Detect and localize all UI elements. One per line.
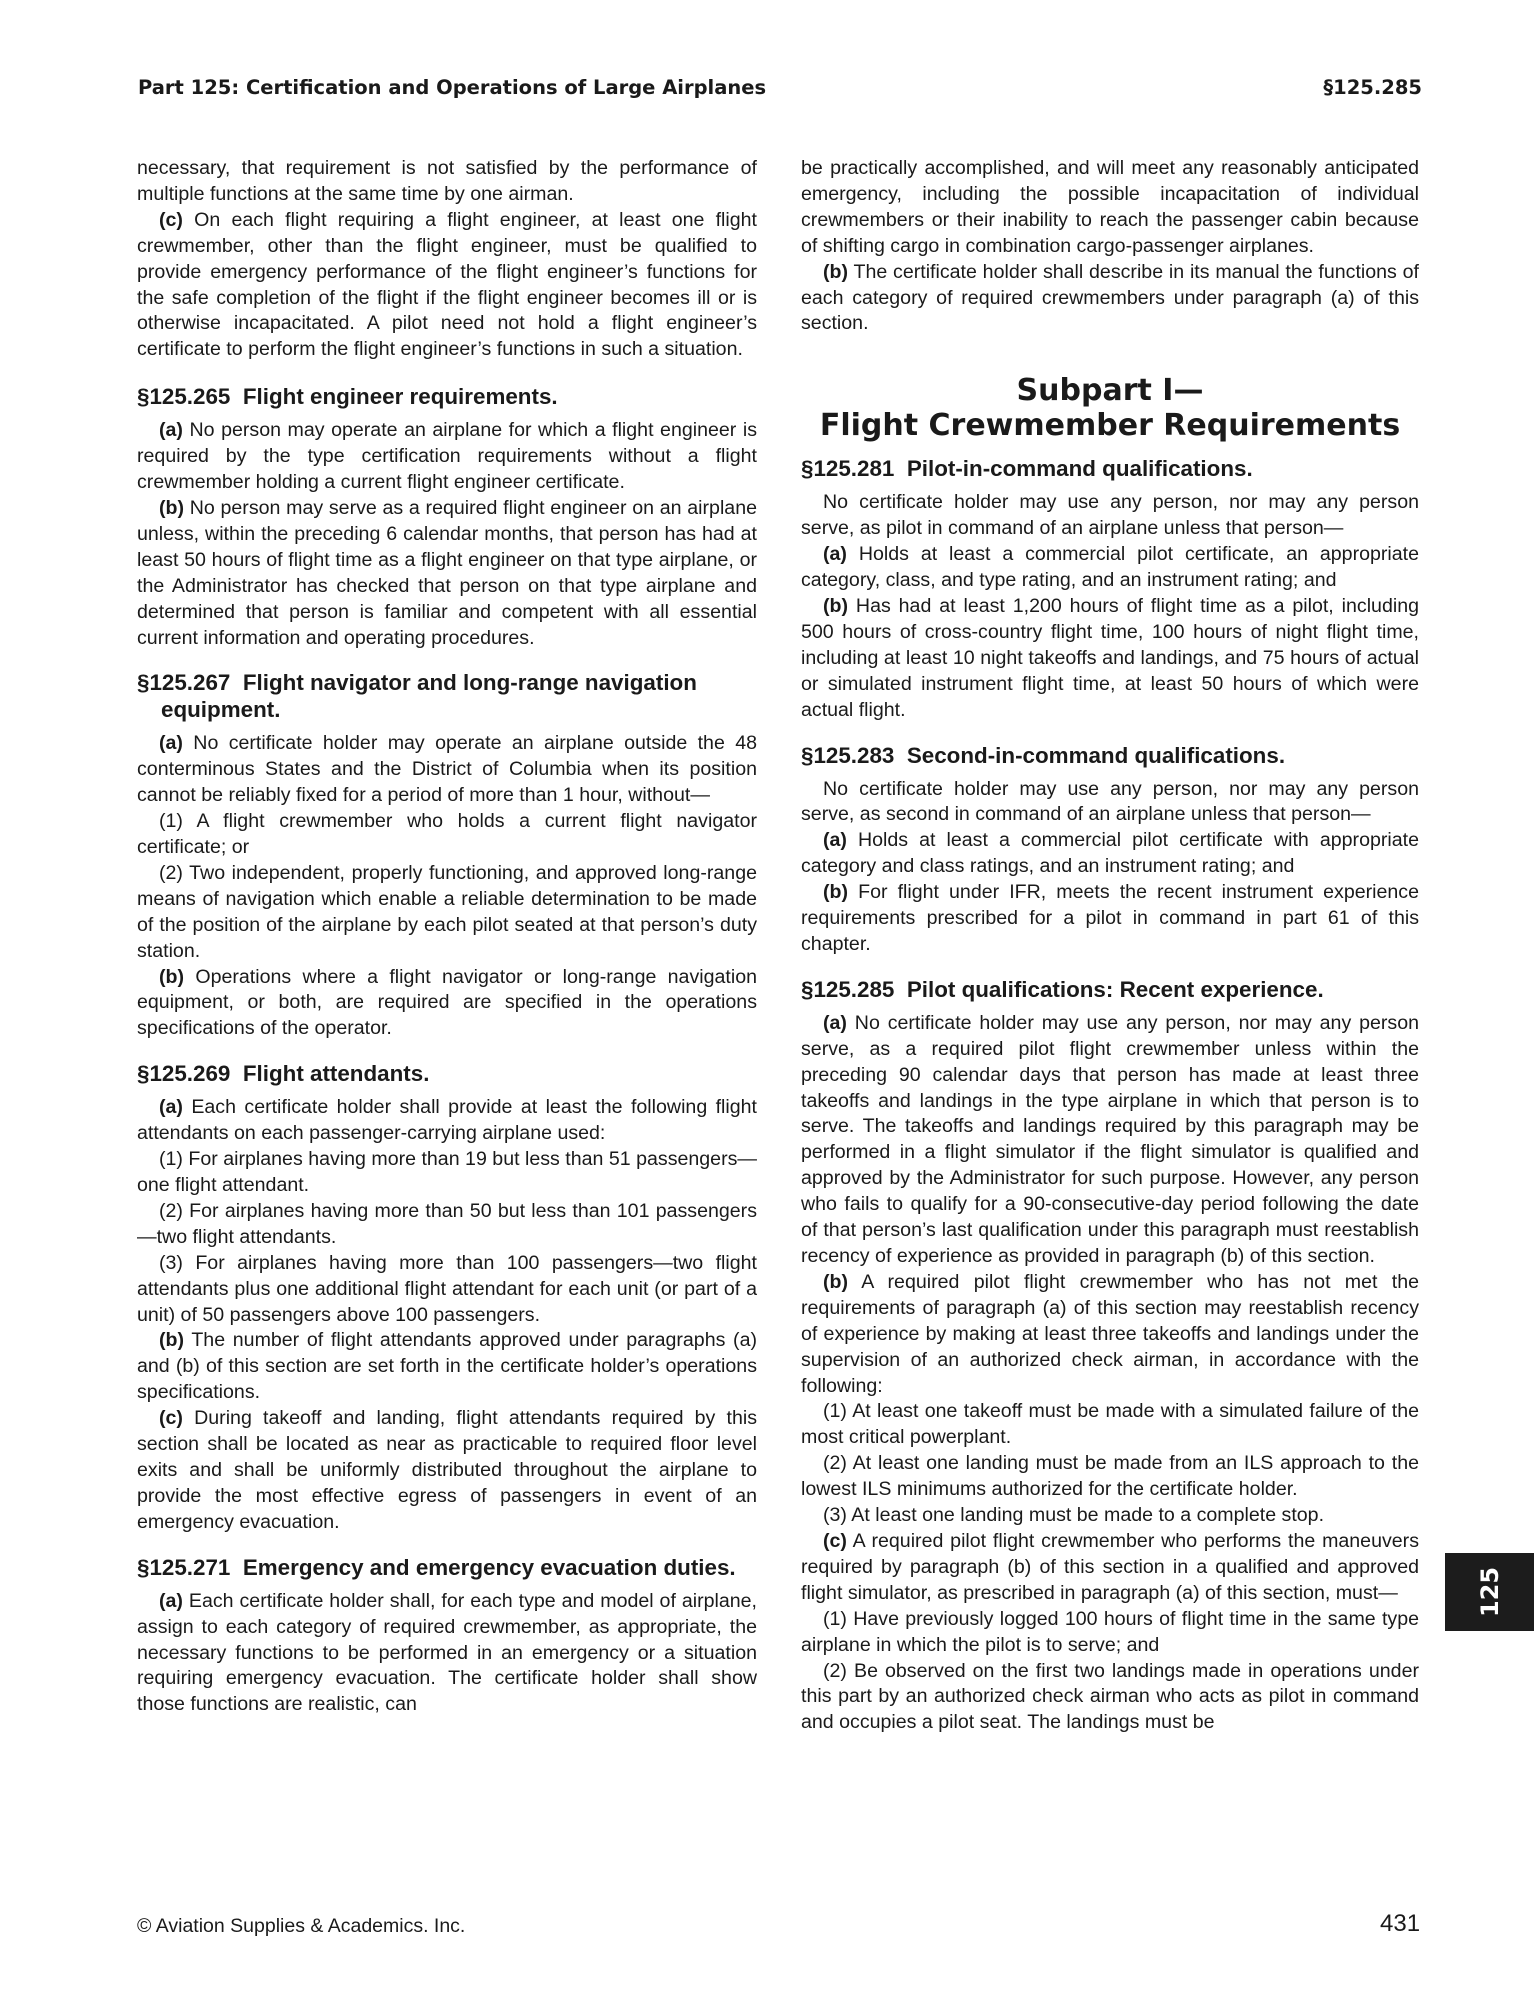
paragraph [801,880,1419,958]
paragraph-text: A required pilot flight crewmember who has not met the requirements of paragraph (a) of this section may reestablish recency of experience by making at least three takeoffs and landings under the supervision of an authorized check airman, in accordance with the following: [801,1270,1419,1397]
paragraph: (1) At least one takeoff must be made with a simulated failure of the most critical powerplant. [801,1400,1419,1449]
paragraph-label: (b) [159,965,185,988]
paragraph-label: (a) [823,829,847,852]
section-number: §125.281 [801,456,895,482]
paragraph-text: Has had at least 1,200 hours of flight time as a pilot, including 500 hours of cross-country flight time, 100 hours of night flight time, including at least 10 night takeoffs and landings, and 75 hours of actual or simulated instrument flight time, at least 50 hours of which were actual flight. [801,594,1419,721]
paragraph-label: (b) [823,881,849,904]
section-heading-125-271 [137,1554,757,1581]
section-title: Second-in-command qualifications. [906,742,1286,768]
footer-copyright: © Aviation Supplies & Academics. Inc. [137,1915,466,1937]
section-heading-125-267 [137,669,757,723]
paragraph: (1) Have previously logged 100 hours of flight time in the same type airplane in which the pilot is to serve; and [801,1607,1419,1656]
paragraph-text: The number of flight attendants approved under paragraphs (a) and (b) of this section are set forth in the certificate holder’s operations specifications. [137,1329,757,1404]
section-number: §125.267 [137,670,231,696]
section-title: Flight navigator and long-range navigation equipment. [161,670,697,723]
paragraph-text: During takeoff and landing, flight attendants required by this section shall be located as near as practicable to required floor level exits and shall be uniformly distributed throughout the airplane to provide the most effective egress of passengers in event of an emergency evacuation. [137,1407,757,1533]
section-title: Emergency and emergency evacuation duties. [242,1554,736,1580]
paragraph [137,1095,757,1147]
paragraph [137,965,757,1043]
left-column [137,156,757,1718]
paragraph: (2) For airplanes having more than 50 but less than 101 passengers—two flight attendants. [137,1199,757,1248]
paragraph: (2) Be observed on the first two landings made in operations under this part by an authorized check airman who acts as pilot in command and occupies a pilot seat. The landings must be [801,1659,1419,1734]
running-head [138,76,1422,104]
paragraph-text: Holds at least a commercial pilot certificate, an appropriate category, class, and type rating, and an instrument rating; and [801,543,1419,592]
paragraph-label: (c) [823,1529,847,1552]
paragraph-label: (b) [823,594,849,617]
right-column [801,156,1419,1736]
paragraph [801,1011,1419,1270]
subpart-line-2: Flight Crewmember Requirements [819,408,1401,444]
header-section-ref: §125.285 [1323,76,1422,99]
paragraph [137,496,757,651]
paragraph-text: On each flight requiring a flight engineer, at least one flight crewmember, other than the flight engineer, must be qualified to provide emergency performance of the flight engineer’s functions for the safe completion of the flight if the flight engineer becomes ill or is otherwise incapacitated. A pilot need not hold a flight engineer’s certificate to perform the flight engineer’s functions in such a situation. [137,208,757,361]
paragraph-text: No certificate holder may operate an airplane outside the 48 conterminous States and the District of Columbia when its position cannot be reliably fixed for a period of more than 1 hour, without— [137,732,757,807]
paragraph [801,1529,1419,1607]
paragraph: No certificate holder may use any person, nor may any person serve, as pilot in command of an airplane unless that person— [801,491,1419,540]
paragraph-label: (c) [159,1407,183,1430]
section-number: §125.269 [137,1061,231,1087]
paragraph-text: Holds at least a commercial pilot certificate with appropriate category and class ratings, and an instrument rating; and [801,829,1419,878]
section-heading-125-281 [801,455,1419,482]
paragraph-label: (a) [159,1096,183,1119]
paragraph: (1) For airplanes having more than 19 but less than 51 passengers—one flight attendant. [137,1148,757,1196]
paragraph: be practically accomplished, and will meet any reasonably anticipated emergency, including the possible incapacitation of individual crewmembers or their inability to reach the passenger cabin because of shifting cargo in combination cargo-passenger airplanes. [801,157,1419,257]
paragraph [801,594,1419,724]
paragraph-label: (b) [823,260,849,283]
paragraph [137,418,757,496]
paragraph: (2) At least one landing must be made from an ILS approach to the lowest ILS minimums authorized for the certificate holder. [801,1452,1419,1501]
part-title: Part 125: Certification and Operations of Large Airplanes [138,76,767,99]
section-title: Pilot qualifications: Recent experience. [906,976,1324,1002]
section-number: §125.271 [137,1554,231,1580]
paragraph [801,542,1419,594]
thumb-index-tab [1445,1553,1534,1631]
section-heading-125-283 [801,742,1419,769]
paragraph [801,260,1419,338]
section-heading-125-269 [137,1060,757,1087]
paragraph [137,208,757,363]
paragraph-label: (b) [159,496,185,519]
paragraph-text: The certificate holder shall describe in its manual the functions of each category of required crewmembers under paragraph (a) of this section. [801,260,1419,335]
paragraph-label: (a) [823,1011,847,1034]
paragraph [801,828,1419,880]
paragraph: (1) A flight crewmember who holds a current flight navigator certificate; or [137,810,757,859]
paragraph-text: Operations where a flight navigator or long-range navigation equipment, or both, are required are specified in the operations specifications of the operator. [137,965,757,1040]
paragraph: (3) At least one landing must be made to a complete stop. [823,1504,1325,1527]
paragraph-text: Each certificate holder shall, for each type and model of airplane, assign to each category of required crewmember, as appropriate, the necessary functions to be performed in an emergency or a situation requiring emergency evacuation. The certificate holder shall show those functions are realistic, can [137,1589,757,1716]
paragraph-text: No certificate holder may use any person, nor may any person serve, as a required pilot flight crewmember unless within the preceding 90 calendar days that person has made at least three takeoffs and landings in the type airplane in which that person is to serve. The takeoffs and landings required by this paragraph may be performed in a flight simulator if the flight simulator is qualified and approved by the Administrator for such purpose. However, any person who fails to qualify for a 90-consecutive-day period following the date of that person’s last qualification under this paragraph must reestablish recency of experience as provided in paragraph (b) of this section. [801,1011,1419,1267]
section-title: Flight attendants. [242,1061,430,1087]
section-number: §125.285 [801,976,895,1002]
paragraph [137,731,757,809]
section-heading-125-285 [801,976,1419,1003]
paragraph [137,1406,757,1536]
paragraph: (3) For airplanes having more than 100 passengers—two flight attendants plus one additional flight attendant for each unit (or part of a unit) of 50 passengers above 100 passengers. [137,1251,757,1326]
paragraph-label: (b) [159,1329,185,1352]
paragraph [137,1328,757,1406]
paragraph-text: No person may serve as a required flight engineer on an airplane unless, within the preceding 6 calendar months, that person has had at least 50 hours of flight time as a flight engineer on that type airplane, or the Administrator has checked that person on that type airplane and determined that person is familiar and competent with all essential current information and operating procedures. [137,496,757,649]
page-number: 431 [1380,1910,1421,1937]
paragraph-text: For flight under IFR, meets the recent instrument experience requirements prescribed for a pilot in command in part 61 of this chapter. [801,881,1419,955]
section-number: §125.283 [801,742,895,768]
paragraph-text: No person may operate an airplane for which a flight engineer is required by the type certification requirements without a flight crewmember holding a current flight engineer certificate. [137,419,757,494]
section-title: Flight engineer requirements. [242,384,558,410]
paragraph-text: A required pilot flight crewmember who performs the maneuvers required by paragraph (b) of this section in a qualified and approved flight simulator, as prescribed in paragraph (a) of this section, must— [801,1529,1419,1604]
paragraph-label: (c) [159,208,183,231]
subpart-heading [801,373,1419,443]
paragraph: (2) Two independent, properly functioning, and approved long-range means of navigation which enable a reliable determination to be made of the position of the airplane by each pilot seated at that person’s duty station. [137,861,757,962]
paragraph-label: (a) [823,543,847,566]
paragraph-label: (a) [159,732,183,755]
paragraph [801,1270,1419,1400]
section-heading-125-265 [137,383,757,410]
thumb-index-label: 125 [1475,1566,1504,1618]
section-number: §125.265 [137,384,231,410]
subpart-line-1: Subpart I— [1016,373,1204,409]
section-title: Pilot-in-command qualifications. [906,456,1253,482]
paragraph-label: (b) [823,1270,849,1293]
paragraph-label: (a) [159,1589,183,1612]
paragraph: No certificate holder may use any person, nor may any person serve, as second in command of an airplane unless that person— [801,777,1419,826]
paragraph [137,1589,757,1719]
paragraph-text: Each certificate holder shall provide at least the following flight attendants on each passenger-carrying airplane used: [137,1096,757,1145]
paragraph-label: (a) [159,419,183,442]
paragraph: necessary, that requirement is not satisfied by the performance of multiple functions at the same time by one airman. [137,157,757,205]
